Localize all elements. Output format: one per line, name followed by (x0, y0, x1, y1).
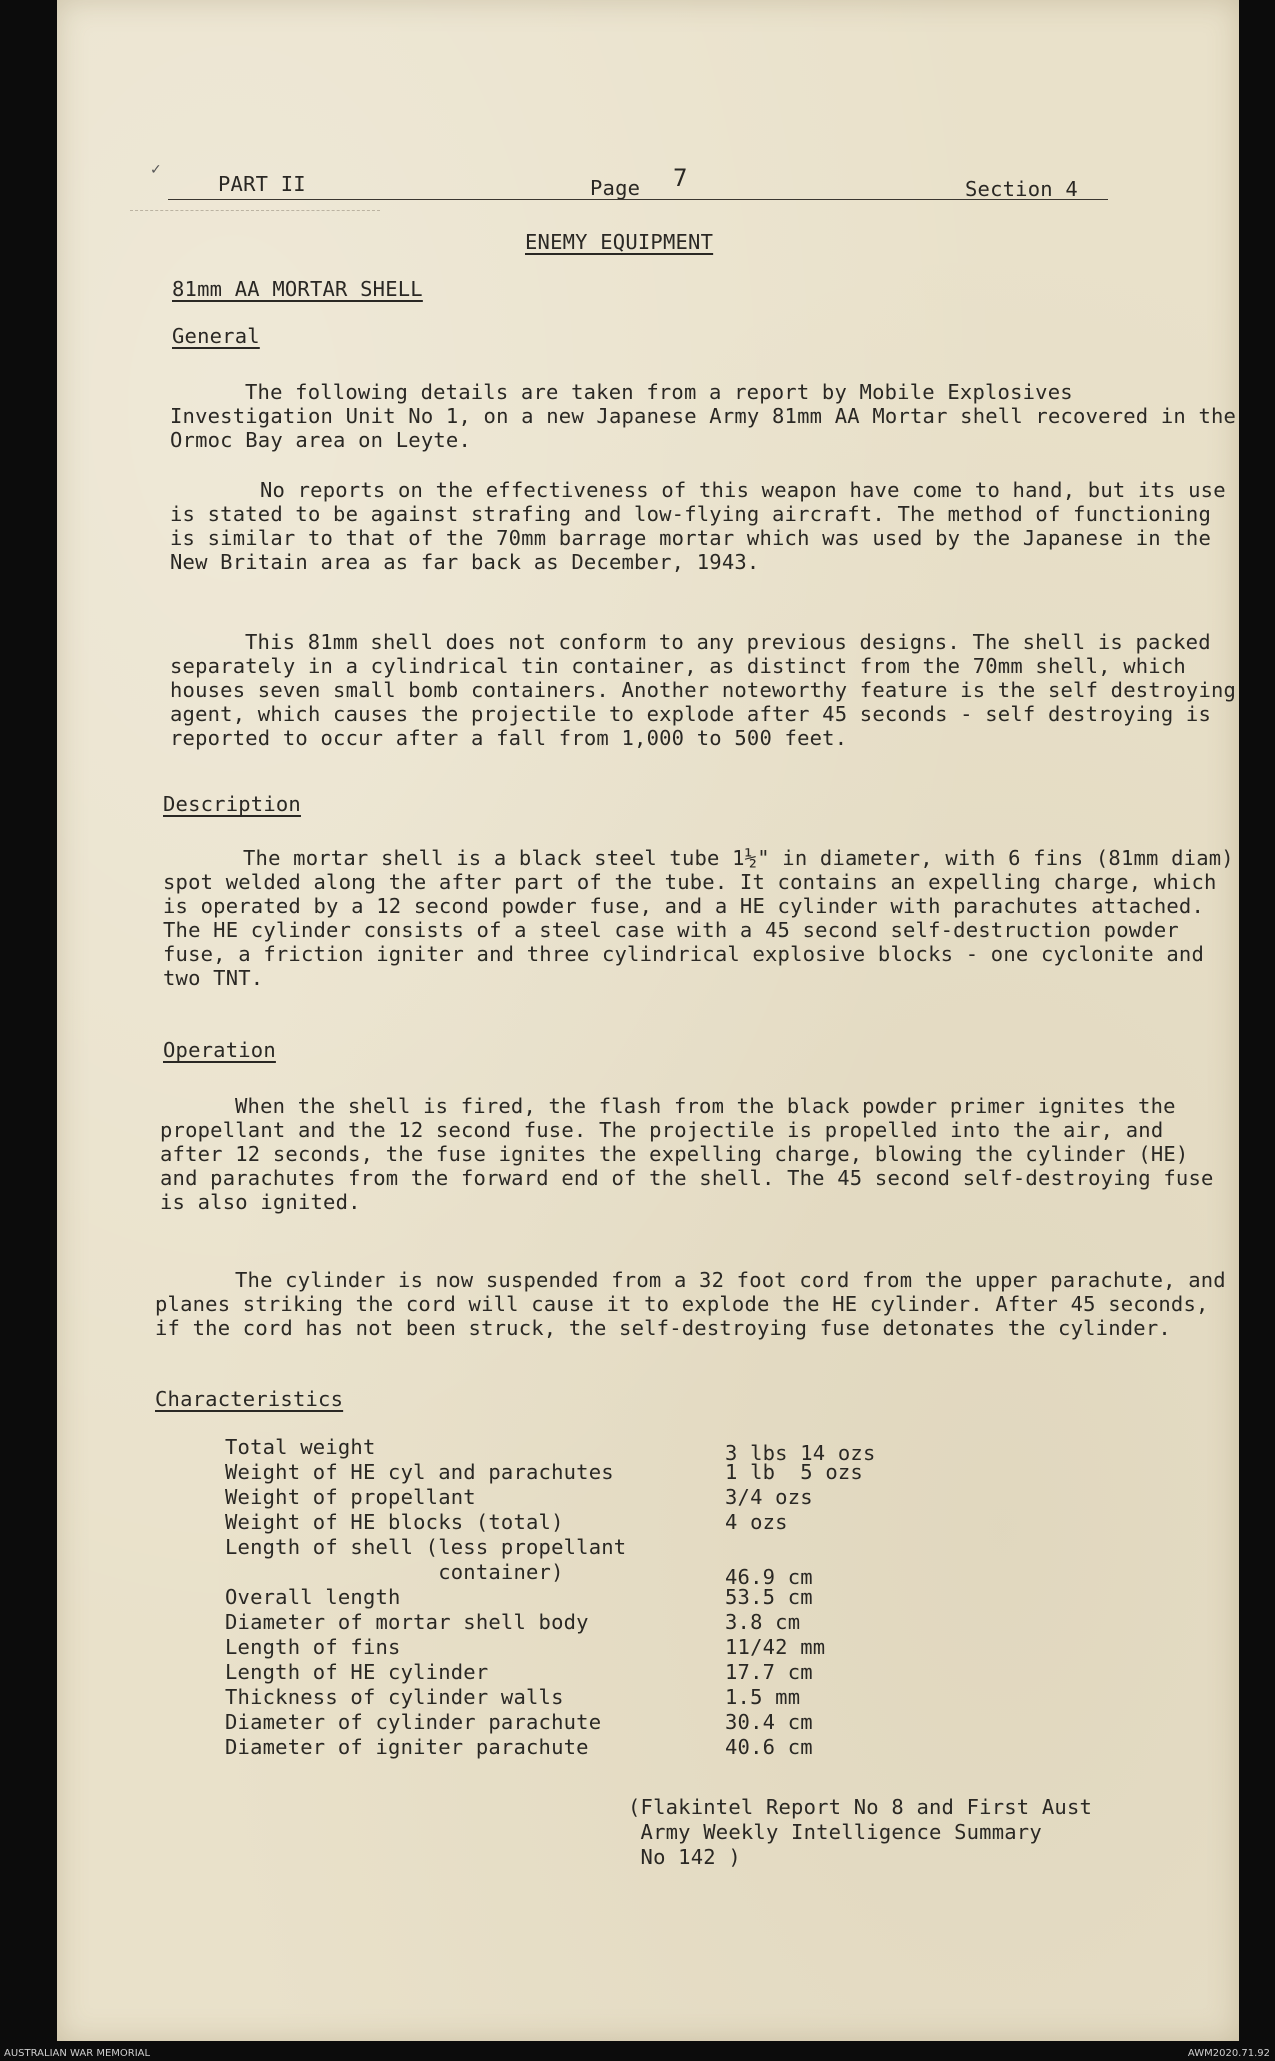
source-note-line: No 142 ) (628, 1845, 741, 1869)
header-rule (168, 199, 1108, 200)
characteristic-label: Thickness of cylinder walls (225, 1685, 564, 1709)
characteristic-value: 1 lb 5 ozs (725, 1460, 863, 1484)
table-row (225, 1635, 925, 1660)
characteristic-label: Length of HE cylinder (225, 1660, 489, 1684)
characteristic-label: Diameter of cylinder parachute (225, 1710, 602, 1734)
characteristics-heading: Characteristics (155, 1387, 344, 1411)
page-header (175, 164, 1110, 202)
characteristic-value: 11/42 mm (725, 1635, 826, 1659)
operation-heading: Operation (163, 1038, 276, 1062)
table-row (225, 1510, 925, 1535)
page-number: 7 (673, 164, 688, 192)
description-heading: Description (163, 792, 301, 816)
characteristic-label: Weight of HE cyl and parachutes (225, 1460, 614, 1484)
section-label: Section 4 (965, 177, 1078, 201)
part-label: PART II (218, 172, 306, 196)
characteristic-label: Overall length (225, 1585, 401, 1609)
margin-mark: ✓ (150, 162, 162, 178)
characteristic-value: 4 ozs (725, 1510, 788, 1534)
characteristic-label: Length of shell (less propellant (225, 1535, 627, 1559)
description-paragraph-1: The mortar shell is a black steel tube 1½" in diameter, with 6 fins (81mm diam) spot welded along the after part of the tube. It contains an expelling charge, which is operated by a 12 second powder fuse, and a HE cylinder with parachutes attached. The HE cylinder consists of a steel case with a 45 second self-destruction powder fuse, a friction igniter and three cylindrical explosive blocks - one cyclonite and two TNT. (163, 846, 1234, 990)
table-row (225, 1485, 925, 1510)
table-row (225, 1685, 925, 1710)
characteristic-label: Weight of HE blocks (total) (225, 1510, 564, 1534)
characteristic-value: 46.9 cm (725, 1565, 813, 1589)
characteristic-label: Weight of propellant (225, 1485, 476, 1509)
table-row (225, 1460, 925, 1485)
page-label: Page (590, 176, 641, 200)
characteristic-value: 40.6 cm (725, 1735, 813, 1759)
characteristic-label: container) (225, 1560, 564, 1584)
archive-name: AUSTRALIAN WAR MEMORIAL (4, 2048, 151, 2059)
subject-heading: 81mm AA MORTAR SHELL (172, 277, 423, 301)
document-title: ENEMY EQUIPMENT (525, 230, 714, 254)
characteristic-value: 3 lbs 14 ozs (725, 1441, 876, 1465)
archive-reference: AWM2020.71.92 (1187, 2048, 1270, 2059)
general-heading: General (172, 324, 260, 348)
table-row (225, 1735, 925, 1760)
characteristic-value: 3/4 ozs (725, 1485, 813, 1509)
archive-footer (0, 2046, 1275, 2061)
table-row (225, 1435, 925, 1465)
table-row (225, 1660, 925, 1685)
characteristic-value: 17.7 cm (725, 1660, 813, 1684)
source-note-line: (Flakintel Report No 8 and First Aust (628, 1795, 1093, 1819)
characteristics-table (225, 1435, 925, 1760)
characteristic-label: Length of fins (225, 1635, 401, 1659)
general-paragraph-3: This 81mm shell does not conform to any previous designs. The shell is packed separately in a cylindrical tin container, as distinct from the 70mm shell, which houses seven small bomb containers. Another noteworthy feature is the self destroying agent, which causes the projectile to explode after 45 seconds - self destroying is reported to occur after a fall from 1,000 to 500 feet. (170, 630, 1237, 750)
characteristic-label: Total weight (225, 1435, 376, 1459)
general-paragraph-2: No reports on the effectiveness of this weapon have come to hand, but its use is stated to be against strafing and low-flying aircraft. The method of functioning is similar to that of the 70mm barrage mortar which was used by the Japanese in the New Britain area as far back as December, 1943. (170, 478, 1226, 574)
general-paragraph-1: The following details are taken from a report by Mobile Explosives Investigation Unit No 1, on a new Japanese Army 81mm AA Mortar shell recovered in the Ormoc Bay area on Leyte. (170, 380, 1237, 452)
characteristic-value: 1.5 mm (725, 1685, 801, 1709)
operation-paragraph-2: The cylinder is now suspended from a 32 foot cord from the upper parachute, and planes striking the cord will cause it to explode the HE cylinder. After 45 seconds, if the cord has not been struck, the self-destroying fuse detonates the cylinder. (155, 1268, 1226, 1340)
table-row (225, 1535, 925, 1560)
characteristic-value: 3.8 cm (725, 1610, 801, 1634)
characteristic-value: 53.5 cm (725, 1585, 813, 1609)
table-row (225, 1560, 925, 1589)
operation-paragraph-1: When the shell is fired, the flash from the black powder primer ignites the propellant and the 12 second fuse. The projectile is propelled into the air, and after 12 seconds, the fuse ignites the expelling charge, blowing the cylinder (HE) and parachutes from the forward end of the shell. The 45 second self-destroying fuse is also ignited. (160, 1094, 1214, 1214)
table-row (225, 1710, 925, 1735)
characteristic-label: Diameter of igniter parachute (225, 1735, 589, 1759)
characteristic-value: 30.4 cm (725, 1710, 813, 1734)
characteristic-label: Diameter of mortar shell body (225, 1610, 589, 1634)
table-row (225, 1585, 925, 1610)
table-row (225, 1610, 925, 1635)
source-note-line: Army Weekly Intelligence Summary (628, 1820, 1042, 1844)
header-dotted-rule (130, 210, 380, 211)
